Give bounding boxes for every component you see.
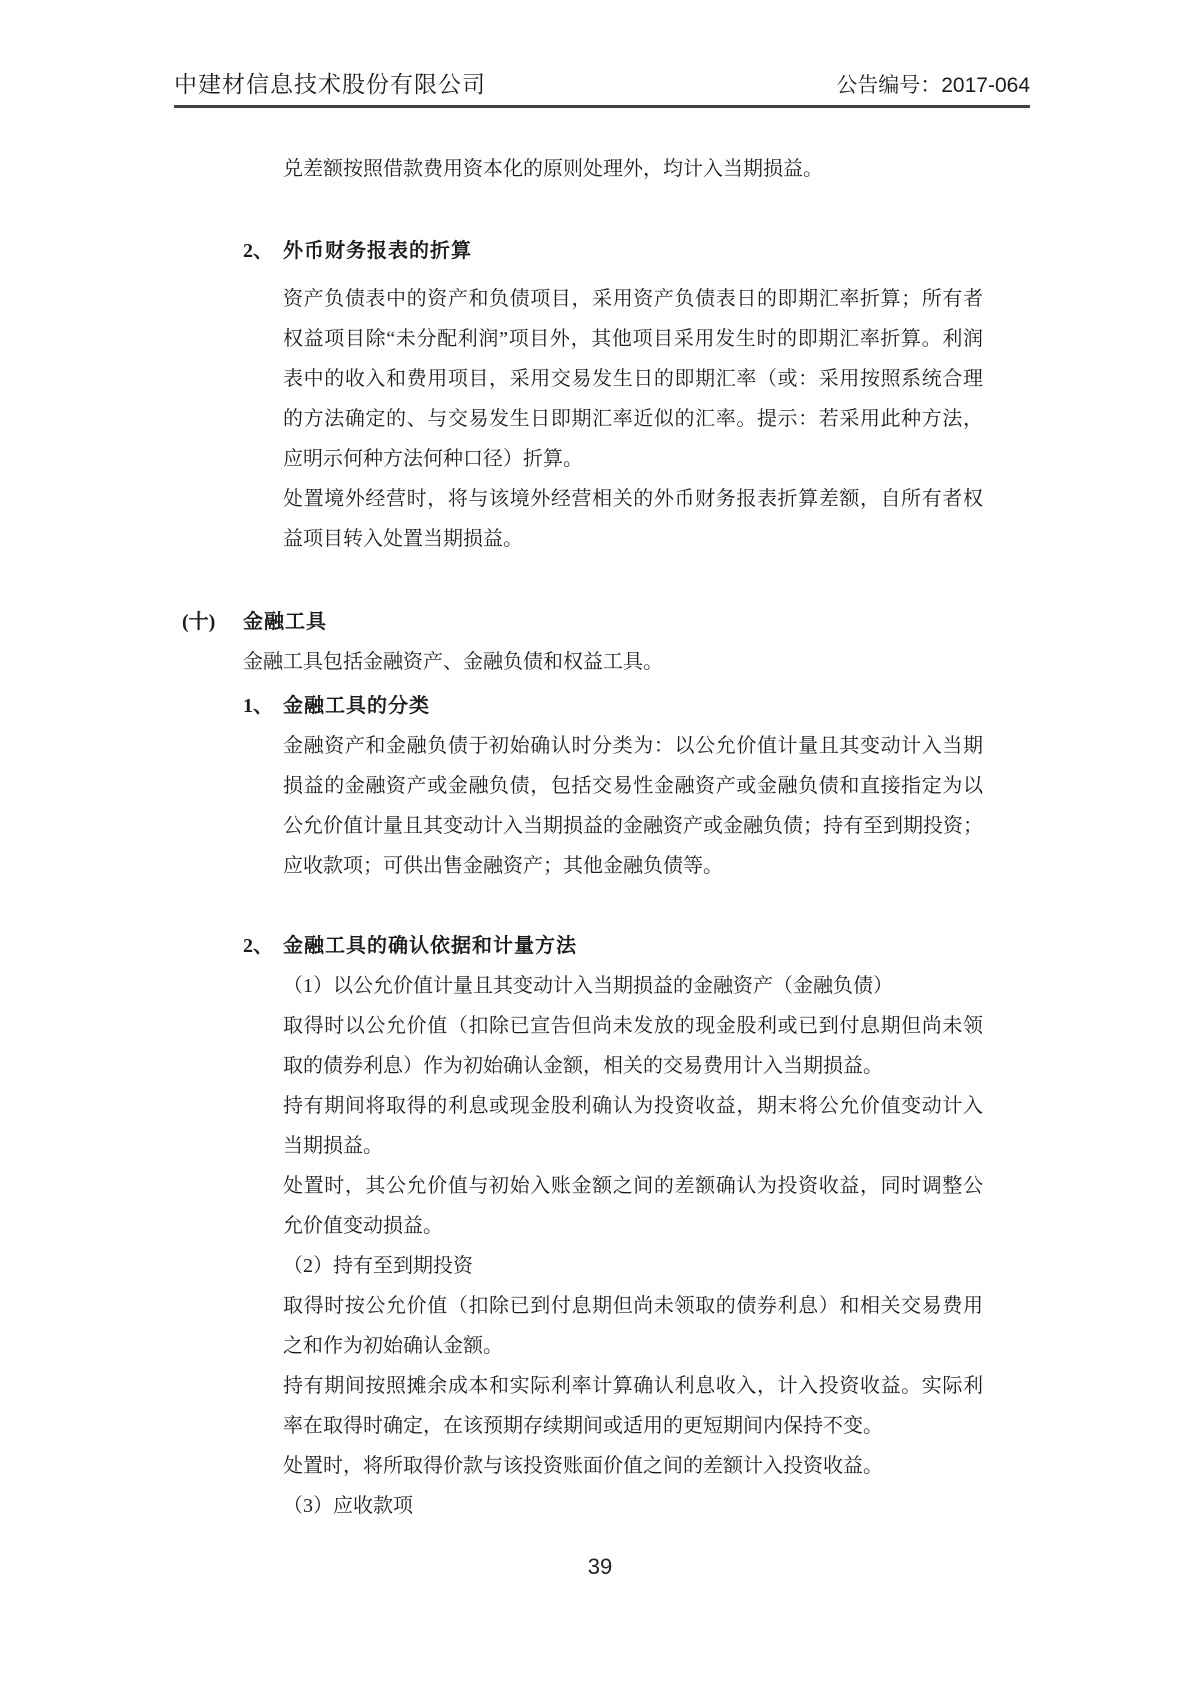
paragraph-line: （1）以公允价值计量且其变动计入当期损益的金融资产（金融负债）	[283, 975, 893, 997]
paragraph-line: 金融工具包括金融资产、金融负债和权益工具。	[243, 651, 663, 673]
subsection-heading-measurement	[180, 926, 1040, 966]
paragraph-line: （2）持有至到期投资	[283, 1255, 473, 1277]
paragraph-line: 兑差额按照借款费用资本化的原则处理外，均计入当期损益。	[283, 158, 823, 180]
paragraph-line: 应收款项；可供出售金融资产；其他金融负债等。	[283, 855, 723, 877]
paragraph-line: 之和作为初始确认金额。	[283, 1335, 503, 1357]
subsection-title: 金融工具的确认依据和计量方法	[283, 935, 577, 957]
paragraph-line: 益项目转入处置当期损益。	[283, 528, 523, 550]
paragraph-fx-translation	[283, 279, 983, 559]
paragraph-line: 持有期间按照摊余成本和实际利率计算确认利息收入，计入投资收益。实际利	[283, 1375, 983, 1397]
paragraph-line: 损益的金融资产或金融负债，包括交易性金融资产或金融负债和直接指定为以	[283, 775, 983, 797]
paragraph-classification	[283, 726, 983, 886]
document-body	[180, 149, 1040, 1526]
paragraph-line: 持有期间将取得的利息或现金股利确认为投资收益，期末将公允价值变动计入	[283, 1095, 983, 1117]
section-heading-fx-translation	[180, 231, 1040, 271]
subsection-number: 1、	[243, 695, 273, 717]
notice-label: 公告编号：	[836, 73, 942, 97]
paragraph-line: 当期损益。	[283, 1135, 383, 1157]
paragraph-line: 取得时以公允价值（扣除已宣告但尚未发放的现金股利或已到付息期但尚未领	[283, 1015, 983, 1037]
section-number: 2、	[243, 240, 273, 262]
paragraph-line: 资产负债表中的资产和负债项目，采用资产负债表日的即期汇率折算；所有者	[283, 288, 983, 310]
paragraph-line: 允价值变动损益。	[283, 1215, 443, 1237]
section-heading-financial-instruments	[180, 602, 1040, 642]
paragraph-line: 权益项目除“未分配利润”项目外，其他项目采用发生时的即期汇率折算。利润	[283, 328, 983, 350]
paragraph-line: 金融资产和金融负债于初始确认时分类为：以公允价值计量且其变动计入当期	[283, 735, 983, 757]
paragraph-line: 率在取得时确定，在该预期存续期间或适用的更短期间内保持不变。	[283, 1415, 883, 1437]
paragraph-measurement	[283, 966, 983, 1526]
page-number: 39	[587, 1554, 613, 1579]
section-title: 金融工具	[243, 611, 327, 633]
section-number: (十)	[182, 611, 216, 633]
section-title: 外币财务报表的折算	[283, 240, 472, 262]
company-name: 中建材信息技术股份有限公司	[174, 72, 486, 97]
paragraph-line: 应明示何种方法何种口径）折算。	[283, 448, 583, 470]
subsection-title: 金融工具的分类	[283, 695, 430, 717]
subsection-heading-classification	[180, 686, 1040, 726]
paragraph-line: 表中的收入和费用项目，采用交易发生日的即期汇率（或：采用按照系统合理	[283, 368, 983, 390]
paragraph-line: 的方法确定的、与交易发生日即期汇率近似的汇率。提示：若采用此种方法，	[283, 408, 983, 430]
subsection-number: 2、	[243, 935, 273, 957]
page-header	[174, 66, 1030, 108]
paragraph-line: （3）应收款项	[283, 1495, 413, 1517]
paragraph-line: 取的债券利息）作为初始确认金额，相关的交易费用计入当期损益。	[283, 1055, 883, 1077]
notice-number	[836, 69, 1030, 99]
paragraph-line: 处置境外经营时，将与该境外经营相关的外币财务报表折算差额，自所有者权	[283, 488, 983, 510]
paragraph-line: 处置时，将所取得价款与该投资账面价值之间的差额计入投资收益。	[283, 1455, 883, 1477]
paragraph-line: 处置时，其公允价值与初始入账金额之间的差额确认为投资收益，同时调整公	[283, 1175, 983, 1197]
paragraph-line: 取得时按公允价值（扣除已到付息期但尚未领取的债券利息）和相关交易费用	[283, 1295, 983, 1317]
paragraph-line: 公允价值计量且其变动计入当期损益的金融资产或金融负债；持有至到期投资；	[283, 815, 983, 837]
notice-number-value: 2017-064	[941, 74, 1030, 97]
